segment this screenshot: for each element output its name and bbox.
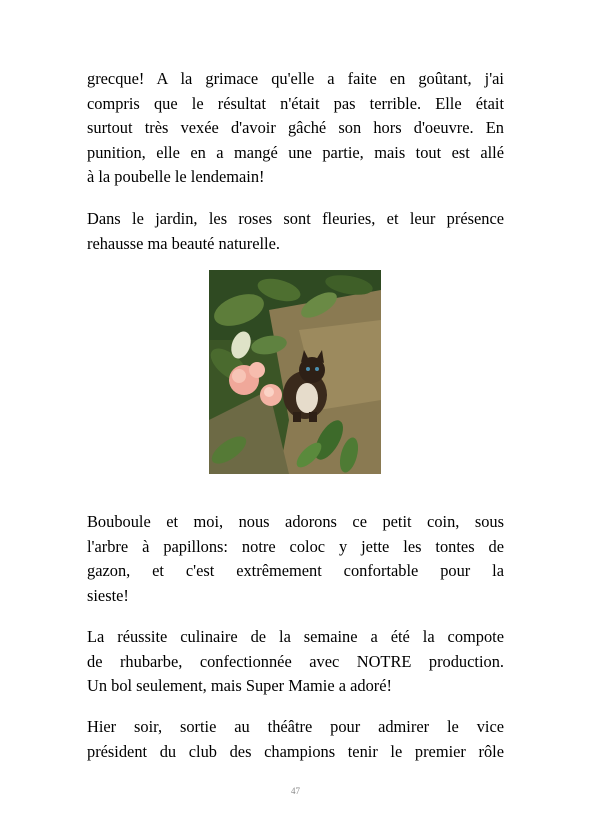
text-line: Bouboule et moi, nous adorons ce petit coin, sous [87,512,504,531]
text-line: l'arbre à papillons: notre coloc y jette les tontes de [87,536,504,556]
text-line: sieste! [87,585,129,605]
text-line: compris que le résultat n'était pas terrible. Elle était [87,93,504,113]
text-line: grecque! A la grimace qu'elle a faite en goûtant, j'ai [87,69,504,88]
paragraph-theatre-outing [87,715,504,764]
text-line: à la poubelle le lendemain! [87,167,265,186]
text-line: Dans le jardin, les roses sont fleuries, et leur présence [87,209,504,228]
text-line: La réussite culinaire de la semaine a été la compote [87,627,504,646]
text-line: surtout très vexée d'avoir gâché son hors d'oeuvre. En [87,118,504,137]
paragraph-garden-roses [87,207,504,256]
text-line: Hier soir, sortie au théâtre pour admirer le vice [87,717,504,736]
text-line: punition, elle en a mangé une partie, mais tout est allé [87,142,504,162]
text-line: gazon, et c'est extrêmement confortable pour la [87,561,504,580]
cat-among-roses-photo [209,270,381,474]
paragraph-greek-dish [87,67,504,190]
photo-illustration [209,270,381,474]
text-line: Un bol seulement, mais Super Mamie a adoré! [87,676,392,695]
text-line: président du club des champions tenir le premier rôle [87,741,504,761]
text-line: rehausse ma beauté naturelle. [87,233,280,253]
text-line: de rhubarbe, confectionnée avec NOTRE production. [87,651,504,671]
page-number: 47 [291,786,300,796]
paragraph-nap-corner [87,510,504,608]
paragraph-rhubarb-compote [87,625,504,699]
